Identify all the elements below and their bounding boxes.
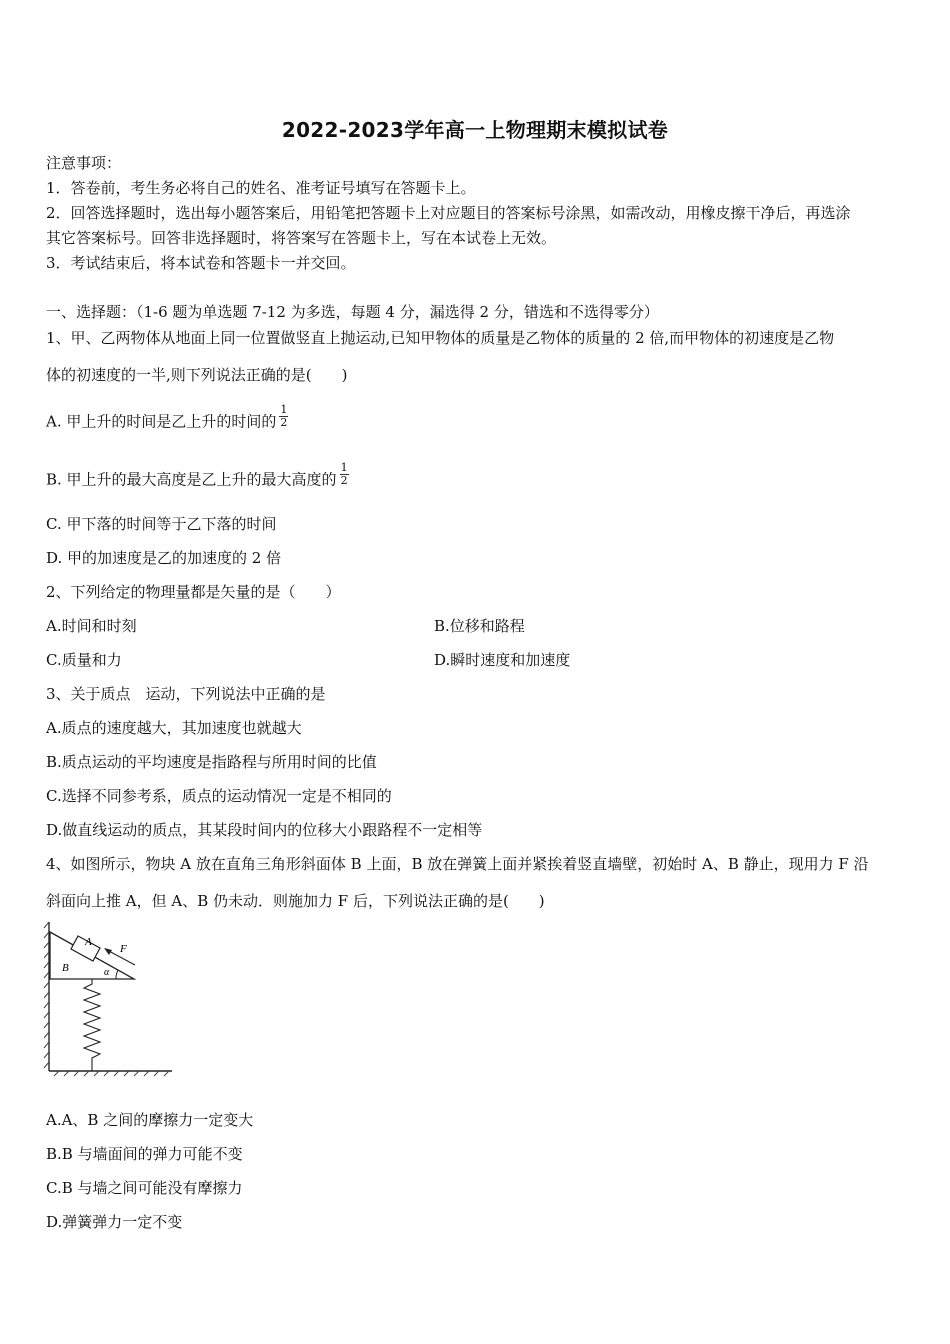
q4-stem-2: 斜面向上推 A，但 A、B 仍未动．则施加力 F 后，下列说法正确的是( ) [46,892,545,910]
q3-stem: 3、关于质点 运动，下列说法中正确的是 [46,685,326,703]
q1-option-b-text: B. 甲上升的最大高度是乙上升的最大高度的 [46,470,337,489]
label-f: F [120,943,127,955]
spring [84,979,100,1071]
q2-option-c: C.质量和力 [46,651,122,669]
q1-option-a [46,403,288,435]
notice-item-1: 1．答卷前，考生务必将自己的姓名、准考证号填写在答题卡上。 [46,179,476,197]
q1-stem-2: 体的初速度的一半,则下列说法正确的是( ) [46,366,348,384]
incline-spring-figure [40,918,180,1080]
fraction-one-half: $\frac{1}{2}$ [280,403,288,429]
q4-option-c: C.B 与墙之间可能没有摩擦力 [46,1179,243,1197]
q1-option-c: C. 甲下落的时间等于乙下落的时间 [46,515,277,533]
page-title: 2022-2023学年高一上物理期末模拟试卷 [281,118,669,142]
notice-heading: 注意事项： [46,154,122,172]
q4-option-b: B.B 与墙面间的弹力可能不变 [46,1145,243,1163]
q2-stem: 2、下列给定的物理量都是矢量的是（ ） [46,583,341,601]
fraction-one-half: $\frac{1}{2}$ [340,461,348,487]
q3-option-a: A.质点的速度越大，其加速度也就越大 [46,719,302,737]
label-alpha: α [104,967,110,978]
section-heading: 一、选择题：（1-6 题为单选题 7-12 为多选，每题 4 分，漏选得 2 分，错选和不选得零分） [46,303,659,321]
q1-option-a-text: A. 甲上升的时间是乙上升的时间的 [46,412,277,431]
q1-option-d: D. 甲的加速度是乙的加速度的 2 倍 [46,549,282,567]
q2-option-a: A.时间和时刻 [46,617,137,635]
q3-option-c: C.选择不同参考系，质点的运动情况一定是不相同的 [46,787,392,805]
label-a: A [85,936,92,948]
q4-stem-1: 4、如图所示，物块 A 放在直角三角形斜面体 B 上面，B 放在弹簧上面并紧挨着竖直墙壁，初始时 A、B 静止，现用力 F 沿 [46,855,869,873]
q3-option-b: B.质点运动的平均速度是指路程与所用时间的比值 [46,753,377,771]
q4-option-a: A.A、B 之间的摩擦力一定变大 [46,1111,254,1129]
q4-option-d: D.弹簧弹力一定不变 [46,1213,183,1231]
notice-item-2-cont: 其它答案标号。回答非选择题时，将答案写在答题卡上，写在本试卷上无效。 [46,229,557,247]
q3-option-d: D.做直线运动的质点，其某段时间内的位移大小跟路程不一定相等 [46,821,483,839]
notice-item-2: 2．回答选择题时，选出每小题答案后，用铅笔把答题卡上对应题目的答案标号涂黑，如需改动，用橡皮擦干净后，再选涂 [46,204,851,222]
q1-stem-1: 1、甲、乙两物体从地面上同一位置做竖直上抛运动,已知甲物体的质量是乙物体的质量的 2 倍,而甲物体的初速度是乙物 [46,329,835,347]
q1-option-b [46,461,349,493]
q2-option-b: B.位移和路程 [434,617,525,635]
notice-item-3: 3．考试结束后，将本试卷和答题卡一并交回。 [46,254,356,272]
label-b: B [62,962,69,974]
q2-option-d: D.瞬时速度和加速度 [434,651,571,669]
